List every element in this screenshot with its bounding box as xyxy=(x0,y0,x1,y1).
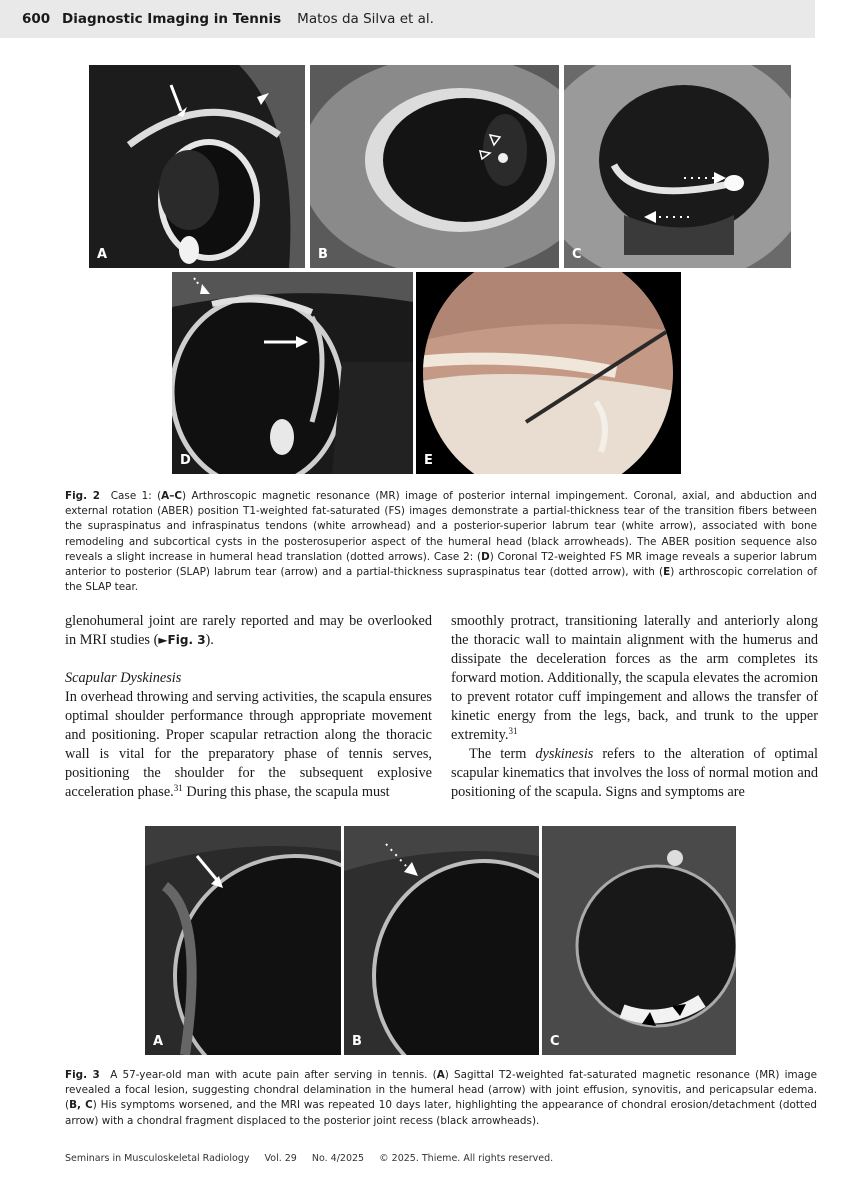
fig2-caption xyxy=(65,489,817,595)
fig2-caption-text: ) arthroscopic correlation of the SLAP tear. xyxy=(65,566,818,594)
fig3-panel-c-image xyxy=(542,826,736,1055)
fig2-panel-b-image xyxy=(310,65,559,268)
journal-title: Diagnostic Imaging in Tennis xyxy=(62,11,282,27)
paragraph-text: In overhead throwing and serving activities, the scapula ensures optimal shoulder performance through appropriate movement and positioning. Proper scapular retraction along the thoracic wall is vital for the preparatory phase of tennis serves, positioning the shoulder for the subsequent explosive acceleration phase. xyxy=(65,689,432,800)
fig2-caption-ref: E xyxy=(663,566,671,579)
running-header xyxy=(0,0,815,38)
paragraph xyxy=(65,688,432,802)
fig3-panel-b xyxy=(344,826,539,1055)
page-number: 600 xyxy=(22,11,51,27)
fig2-panel-d-image xyxy=(172,272,413,474)
fig2-panel-c xyxy=(564,65,791,268)
citation-31[interactable]: 31 xyxy=(173,783,183,793)
citation-31[interactable]: 31 xyxy=(508,726,518,736)
paragraph-text: During this phase, the scapula must xyxy=(182,784,390,800)
fig2-caption-ref: A–C xyxy=(161,490,183,502)
footer-journal: Seminars in Musculoskeletal Radiology xyxy=(65,1153,250,1164)
fig2-label-a: A xyxy=(97,247,108,262)
fig3-caption-ref: A xyxy=(436,1069,445,1081)
page-footer xyxy=(65,1153,565,1164)
footer-issue: No. 4/2025 xyxy=(311,1153,365,1164)
fig2-caption-label: Fig. 2 xyxy=(65,490,100,502)
fig2-panel-e-image xyxy=(416,272,681,474)
fig2-label-b: B xyxy=(318,247,328,262)
fig3-panel-b-image xyxy=(344,826,539,1055)
paragraph xyxy=(451,745,818,802)
fig2-label-e: E xyxy=(424,453,433,468)
fig3-caption-text: A 57-year-old man with acute pain after serving in tennis. ( xyxy=(110,1069,437,1081)
paragraph-text: ). xyxy=(205,632,214,648)
footer-copyright: © 2025. Thieme. All rights reserved. xyxy=(379,1153,554,1164)
body-right-column xyxy=(451,612,818,802)
fig2-panel-a-image xyxy=(89,65,305,268)
fig2-label-c: C xyxy=(572,247,582,262)
fig3-label-c: C xyxy=(550,1034,560,1049)
paragraph xyxy=(65,612,432,650)
fig2-panel-b xyxy=(310,65,559,268)
fig2-caption-text: ) Coronal T2-weighted FS MR image reveals a superior labrum anterior to posterior (SLAP) labrum tear (arrow) and a partial-thickness supraspinatus tear (dotted arrow), with ( xyxy=(65,550,818,579)
fig3-caption-ref: B, C xyxy=(69,1099,93,1112)
fig3-panel-a xyxy=(145,826,341,1055)
footer-volume: Vol. 29 xyxy=(264,1153,297,1164)
paragraph-text: glenohumeral joint are rarely reported and may be overlooked in MRI studies ( xyxy=(65,613,432,648)
figure-3-link[interactable]: ►Fig. 3 xyxy=(158,633,206,647)
paragraph-text: refers to the alteration of optimal scapular kinematics that involves the loss of normal motion and positioning of the scapula. Signs and symptoms are xyxy=(451,746,818,800)
fig2-panel-e xyxy=(416,272,681,474)
fig2-panel-a xyxy=(89,65,305,268)
fig2-caption-text: ) Arthroscopic magnetic resonance (MR) image of posterior internal impingement. Coronal, axial, and abduction and external rotation (ABER) position T1-weighted fat-saturated (FS) images demonstrate a partial-thickness tear of the transition fibers between the supraspinatus and infraspinatus tendons (white arrowhead) and a posterior-superior labrum tear (white arrow), associated with bone remodeling and subcortical cysts in the posterosuperior aspect of the humeral head (black arrowheads). The ABER position sequence also reveals a slight increase in humeral head translation (dotted arrows). Case 2: ( xyxy=(65,490,817,563)
body-left-column xyxy=(65,612,432,802)
fig2-panel-c-image xyxy=(564,65,791,268)
fig3-caption xyxy=(65,1068,817,1129)
fig3-caption-text: ) Sagittal T2-weighted fat-saturated magnetic resonance (MR) image revealed a focal lesion, suggesting chondral delamination in the humeral head (arrow) with joint effusion, synovitis, and pericapsular edema. ( xyxy=(65,1069,817,1112)
fig2-label-d: D xyxy=(180,453,191,468)
section-heading: Scapular Dyskinesis xyxy=(65,670,182,686)
paragraph-text: smoothly protract, transitioning laterally and anteriorly along the thoracic wall to maintain alignment with the humerus and dissipate the deceleration forces as the arm completes its forward motion. Additionally, the scapula elevates the acromion to prevent rotator cuff impingement and allows the transfer of kinetic energy from the legs, back, and trunk to the upper extremity. xyxy=(451,613,818,743)
emphasis-term: dyskinesis xyxy=(535,746,594,762)
fig3-label-a: A xyxy=(153,1034,164,1049)
fig3-caption-label: Fig. 3 xyxy=(65,1069,100,1081)
fig3-caption-text: ) His symptoms worsened, and the MRI was repeated 10 days later, highlighting the appearance of chondral erosion/detachment (dotted arrow) with a chondral fragment displaced to the posterior joint recess (black arrowheads). xyxy=(65,1099,817,1127)
paragraph-text: The term xyxy=(469,746,536,762)
authors: Matos da Silva et al. xyxy=(297,11,434,27)
fig3-label-b: B xyxy=(352,1034,362,1049)
fig2-caption-ref: D xyxy=(481,550,490,563)
fig3-panel-a-image xyxy=(145,826,341,1055)
fig2-caption-text: Case 1: ( xyxy=(110,490,162,502)
fig3-panel-c xyxy=(542,826,736,1055)
fig2-panel-d xyxy=(172,272,413,474)
paragraph xyxy=(451,612,818,745)
